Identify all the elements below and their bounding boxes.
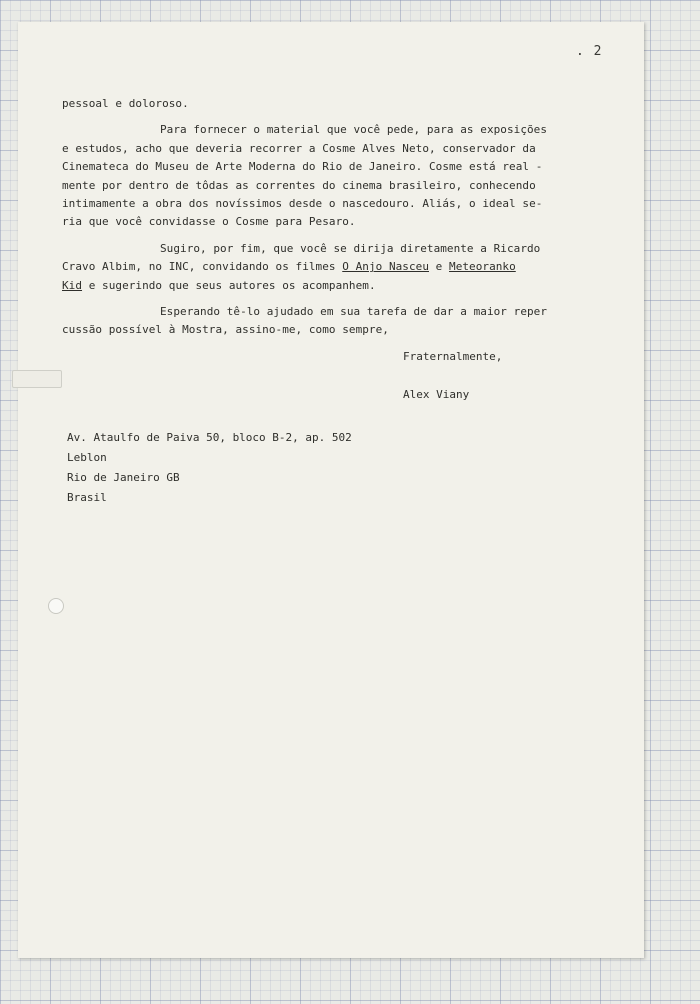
paragraph-2-line-2: e estudos, acho que deveria recorrer a Cosme Alves Neto, conservador da (62, 141, 536, 155)
paragraph-3-line-2 (62, 258, 608, 276)
paragraph-2-line-1: Para fornecer o material que você pede, para as exposições (160, 123, 548, 137)
page-number: . 2 (576, 44, 603, 59)
paragraph-4-line-1: Esperando tê-lo ajudado em sua tarefa de dar a maior reper (160, 305, 548, 319)
address-line-3: Rio de Janeiro GB (67, 471, 180, 484)
address-line-1: Av. Ataulfo de Paiva 50, bloco B-2, ap. 502 (67, 431, 352, 444)
paper-fold-tab (12, 370, 62, 388)
punch-hole (48, 598, 64, 614)
letter-body (62, 95, 608, 340)
paragraph-3-line-2-text-a: Cravo Albim, no INC, convidando os filmes (62, 260, 343, 274)
paragraph-4-line-2: cussão possível à Mostra, assino-me, como sempre, (62, 323, 389, 337)
paragraph-3-line-3-text: e sugerindo que seus autores os acompanhem. (82, 278, 376, 292)
film-title-anjo-nasceu: O Anjo Nasceu (342, 260, 429, 274)
address-line-4: Brasil (67, 491, 107, 504)
paragraph-1-line-1: pessoal e doloroso. (62, 97, 189, 110)
paragraph-3-line-3 (62, 277, 608, 295)
signature-name: Alex Viany (403, 388, 470, 401)
film-title-kid: Kid (62, 278, 83, 292)
film-title-meteoranko: Meteoranko (449, 260, 516, 274)
paragraph-2-line-3: Cinemateca do Museu de Arte Moderna do Rio de Janeiro. Cosme está real - (62, 160, 543, 174)
paragraph-2-line-4: mente por dentro de tôdas as correntes do cinema brasileiro, conhecendo (62, 178, 536, 192)
closing-salutation: Fraternalmente, (403, 350, 503, 363)
paragraph-2-line-5: intimamente a obra dos novíssimos desde o nascedouro. Aliás, o ideal se- (62, 197, 543, 211)
sender-address (67, 428, 352, 508)
paragraph-3-line-2-text-b: e (429, 260, 450, 274)
paragraph-3-line-1: Sugiro, por fim, que você se dirija diretamente a Ricardo (160, 241, 541, 255)
paragraph-2-line-6: ria que você convidasse o Cosme para Pesaro. (62, 215, 356, 229)
address-line-2: Leblon (67, 451, 107, 464)
